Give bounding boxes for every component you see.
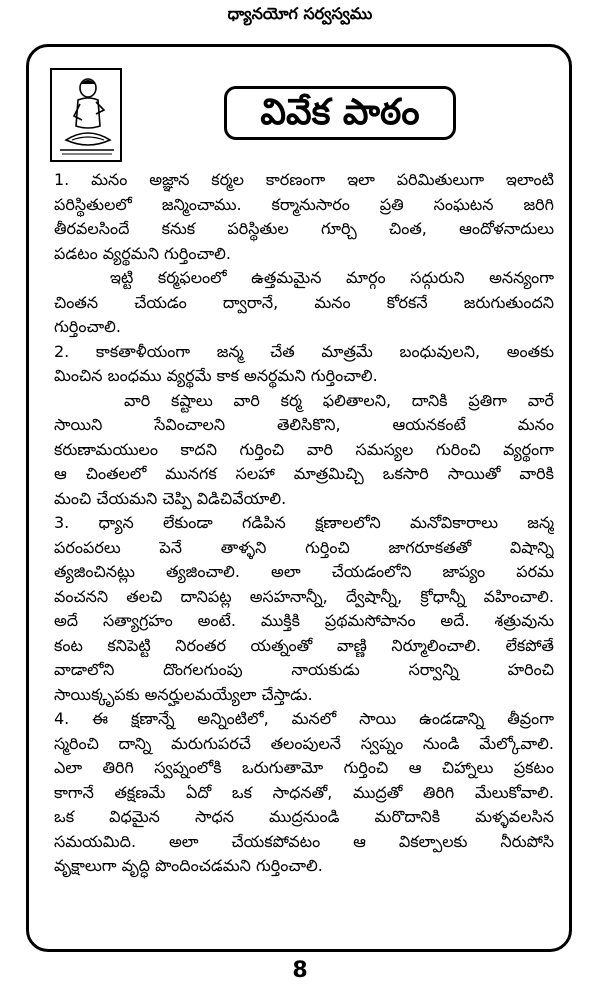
saint-portrait-image (50, 68, 122, 162)
text-line: మంచి చేయమని చెప్పి విడిచివేయాలి. (54, 488, 287, 508)
text-line: వృక్షాలుగా వృద్ధి పొందించడమని గుర్తించాలి. (54, 856, 323, 875)
text-line: ఆ చింతలలో మునగక సలహా మాత్రమిచ్చి ఒకసారి సాయితో వారికి (54, 464, 554, 483)
text-line: 4. ఈ క్షణాన్నే అన్నింటిలో, మనలో సాయి ఉండడాన్ని తీవ్రంగా (54, 709, 554, 728)
text-line: త్యజించినట్లు త్యజించాలి. అలా చేయడంలోని జాప్యం పరమ (54, 562, 554, 581)
text-line: స్మరించి దాన్ని మరుగుపరచే తలంపులనే స్వప్నం నుండి మేల్కోవాలి. (54, 733, 554, 753)
text-line: కంట కనిపెట్టి నిరంతర యత్నంతో వాణ్ణి నిర్మూలించాలి. లేకపోతే (54, 635, 554, 655)
text-line: గుర్తించాలి. (54, 317, 121, 336)
text-line: పడటం వ్యర్థమని గుర్తించాలి. (54, 243, 231, 263)
text-line: కాగానే తక్షణమే ఏదో ఒక సాధనతో, ముద్రతో తిరిగి మేలుకోవాలి. (54, 782, 554, 802)
body-text (54, 168, 554, 879)
text-line: అదే సత్యాగ్రహం అంటే. ముక్తికి ప్రథమసోపానం అదే. శత్రువును (54, 611, 554, 630)
running-header: ధ్యానయోగ సర్వస్వము (227, 4, 373, 23)
text-line: పరిస్థితులలో జన్మించాము. కర్మానుసారం ప్రతి సంఘటన జరిగి (54, 194, 554, 214)
seated-figure-icon (52, 70, 120, 160)
text-line: మించిన బంధము వ్యర్థమే కాక అనర్థమని గుర్తించాలి. (54, 366, 378, 385)
text-line: వాడాలోని దొంగలగుంపు నాయకుడు సర్వాన్ని హరించి (54, 660, 554, 679)
text-line: ఎలా తిరిగి స్వప్నంలోకి ఒరుగుతామో గుర్తించి ఆ చిహ్నాలు ప్రకటం (54, 758, 554, 777)
page-number: 8 (292, 958, 308, 983)
text-line: పరంపరలు పెనే తాళ్ళని గుర్తించి జాగరూకతతో విషాన్ని (54, 537, 554, 557)
text-line: చింతన చేయడం ద్వారానే, మనం కోరకనే జరుగుతుందని (54, 292, 554, 312)
text-line: సాయిక్కృపకు అనర్హులమయ్యేలా చేస్తాడు. (54, 684, 313, 704)
text-line: కరుణామయులం కాదని గుర్తించి వారి సమస్యల గురించి వ్యర్థంగా (54, 439, 554, 459)
text-line: 2. కాకతాళీయంగా జన్మ చేత మాత్రమే బంధువులని, అంతకు (54, 341, 554, 361)
chapter-title: వివేక పాఠం (224, 86, 456, 140)
text-line: తీరవలసిందే కనుక పరిస్థితుల గూర్చి చింత, ఆందోళనాదులు (54, 219, 554, 238)
text-line: ఇట్టి కర్మఫలంలో ఉత్తమమైన మార్గం సద్గురుని అనన్యంగా (110, 268, 554, 287)
text-line: సమయమిది. అలా చేయకపోవటం ఆ వికల్పాలకు నీరుపోసి (54, 831, 554, 851)
text-line: వంచనని తలచి దానిపట్ల అసహనాన్నీ, ద్వేషాన్నీ, క్రోధాన్నీ వహించాలి. (54, 586, 554, 606)
text-line: సాయిని సేవించాలని తెలిసికొని, ఆయనకంటే మనం (54, 415, 554, 434)
text-line: వారి కష్టాలు వారి కర్మ ఫలితాలని, దానికి ప్రతిగా వారే (124, 390, 554, 410)
text-line: ఒక విధమైన సాధన ముద్రనుండి మరొదానికి మళ్ళవలసిన (54, 807, 554, 826)
text-line: 1. మనం అజ్ఞాన కర్మల కారణంగా ఇలా పరిమితులుగా ఇలాంటి (54, 170, 554, 189)
text-line: 3. ధ్యాన లేకుండా గడిపిన క్షణాలలోని మనోవికారాలు జన్మ (54, 513, 554, 532)
